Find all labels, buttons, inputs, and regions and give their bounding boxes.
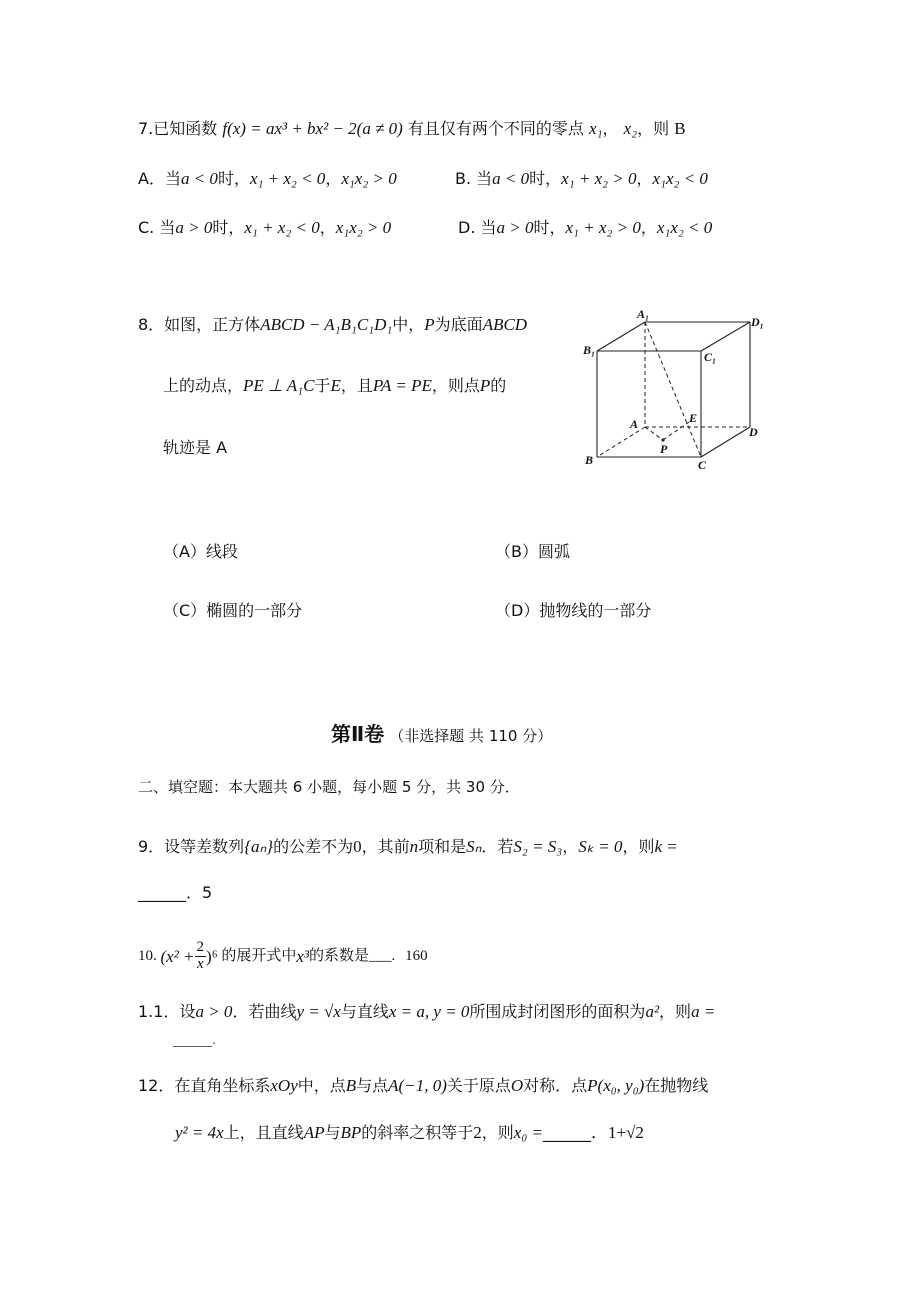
q7-option-a-time: 时， bbox=[217, 169, 250, 188]
q7-option-b-m2: x₁x₂ < 0 bbox=[652, 169, 708, 188]
label-B: B bbox=[585, 453, 594, 467]
q10-fraction bbox=[195, 940, 207, 973]
q7-tail: ，则 bbox=[637, 119, 670, 138]
q9-answer: ．5 bbox=[186, 883, 213, 902]
q10-answer: 160 bbox=[405, 947, 428, 964]
q7-option-c-time: 时， bbox=[212, 218, 245, 237]
edge-B1-A1 bbox=[597, 322, 645, 351]
q8-option-d: （D）抛物线的一部分 bbox=[495, 601, 652, 620]
q12-f: 在抛物线 bbox=[644, 1076, 709, 1095]
q7-option-b-m1: x₁ + x₂ > 0 bbox=[561, 169, 637, 188]
q8-line1-p: P bbox=[424, 315, 435, 334]
q10-expr-b: )⁶ bbox=[206, 946, 218, 966]
q7-option-a-m2: x₁x₂ > 0 bbox=[341, 169, 397, 188]
q8-option-a: （A）线段 bbox=[163, 542, 238, 561]
q7-option-a-label: A．当 bbox=[138, 169, 181, 188]
q8-line2-perp: PE ⊥ A₁C bbox=[243, 376, 315, 395]
q8-line3: 轨迹是 A bbox=[163, 438, 228, 457]
q8-line2 bbox=[163, 377, 506, 394]
q7-x1: x₁ bbox=[589, 119, 603, 138]
q11-b: ．若曲线 bbox=[232, 1002, 297, 1021]
q7-option-a-cond: a < 0 bbox=[180, 169, 218, 188]
q12-two: 2 bbox=[473, 1123, 482, 1142]
q7-option-d-cond: a > 0 bbox=[496, 218, 534, 237]
q11-e: ，则 bbox=[659, 1002, 692, 1021]
q12-answer: ．1+√2 bbox=[590, 1123, 644, 1142]
edge-C-D bbox=[701, 427, 750, 457]
q7-function: f(x) = ax³ + bx² − 2(a ≠ 0) bbox=[222, 119, 403, 138]
q11-c1: a > 0 bbox=[195, 1002, 233, 1021]
q11-lead: 1.1．设 bbox=[138, 1002, 196, 1021]
q11-line1 bbox=[138, 1003, 715, 1020]
q7-lead: 7.已知函数 bbox=[138, 119, 218, 138]
section-title bbox=[331, 724, 552, 744]
q9-a: 9．设等差数列 bbox=[138, 837, 245, 856]
q12-i: 的斜率之积等于 bbox=[361, 1123, 474, 1142]
q12-x0: x₀ = bbox=[513, 1123, 543, 1142]
q12-c: 与点 bbox=[356, 1076, 389, 1095]
edge-A-B bbox=[597, 427, 645, 457]
q11-line2: ______. bbox=[173, 1033, 217, 1048]
q12-point-p: P(x₀, y₀) bbox=[587, 1076, 645, 1095]
q12-e: 对称．点 bbox=[523, 1076, 588, 1095]
diag-A1-C bbox=[645, 322, 701, 457]
seg-A-P bbox=[645, 427, 663, 440]
q10-x3: x³ bbox=[296, 946, 310, 966]
q7-option-b-cond: a < 0 bbox=[492, 169, 530, 188]
q9-e: ．若 bbox=[481, 837, 514, 856]
q12-origin: O bbox=[510, 1076, 524, 1095]
q8-option-c: （C）椭圆的一部分 bbox=[163, 601, 303, 620]
label-D1: D₁ bbox=[751, 315, 764, 329]
q12-xoy: xOy bbox=[270, 1076, 298, 1095]
q11-curve: y = √x bbox=[296, 1002, 341, 1021]
q12-line1 bbox=[138, 1077, 708, 1094]
q9-n: n bbox=[409, 837, 419, 856]
q9-b: 的公差不为 bbox=[273, 837, 354, 856]
q12-point-a: A(−1, 0) bbox=[388, 1076, 447, 1095]
q8-option-b: （B）圆弧 bbox=[495, 542, 570, 561]
q12-j: ，则 bbox=[481, 1123, 514, 1142]
q8-line2-d: ，则点 bbox=[431, 376, 480, 395]
q7-option-c-cond: a > 0 bbox=[175, 218, 213, 237]
q10-line bbox=[138, 940, 428, 973]
q10-expr-a: (x² + bbox=[160, 946, 195, 966]
q11-a2: a² bbox=[645, 1002, 660, 1021]
q7-option-c: C. 当a > 0时，x₁ + x₂ < 0，x₁x₂ > 0 bbox=[138, 218, 392, 237]
q10-mid: 的展开式中 bbox=[221, 947, 297, 964]
q9-blank: ______ bbox=[138, 883, 186, 902]
q11-d: 所围成封闭图形的面积为 bbox=[469, 1002, 646, 1021]
q10-frac-den: x bbox=[196, 955, 204, 972]
q11-lines: x = a, y = 0 bbox=[388, 1002, 470, 1021]
q11-av: a = bbox=[691, 1002, 716, 1021]
q11-c: 与直线 bbox=[340, 1002, 389, 1021]
q7-option-a-m1: x₁ + x₂ < 0 bbox=[249, 169, 326, 188]
q9-line2 bbox=[138, 885, 212, 901]
q7-x2: x₂ bbox=[623, 119, 638, 138]
q8-line1 bbox=[138, 316, 527, 333]
q10-lead: 10. bbox=[138, 947, 157, 964]
q7-option-d-label: D. 当 bbox=[458, 218, 497, 237]
q9-g: ，则 bbox=[622, 837, 655, 856]
q7-option-a: A．当a < 0时，x₁ + x₂ < 0，x₁x₂ > 0 bbox=[138, 169, 397, 188]
q9-seq: {aₙ} bbox=[244, 837, 274, 856]
label-D: D bbox=[749, 425, 758, 439]
q7-sep: ， bbox=[602, 119, 619, 138]
q8-line2-b: 于 bbox=[314, 376, 331, 395]
q12-point-b: B bbox=[345, 1076, 357, 1095]
q7-mid: 有且仅有两个不同的零点 bbox=[407, 119, 584, 138]
q7-option-d-m1: x₁ + x₂ > 0 bbox=[565, 218, 641, 237]
q7-option-b: B. 当a < 0时，x₁ + x₂ > 0，x₁x₂ < 0 bbox=[455, 169, 708, 188]
q9-f: ， bbox=[562, 837, 579, 856]
q7-option-d: D. 当a > 0时，x₁ + x₂ > 0，x₁x₂ < 0 bbox=[458, 218, 713, 237]
q10-frac-num: 2 bbox=[196, 939, 205, 955]
q9-c: ，其前 bbox=[361, 837, 410, 856]
q9-line1 bbox=[138, 838, 678, 855]
q9-m2: Sₖ = 0 bbox=[578, 837, 623, 856]
label-E: E bbox=[689, 411, 698, 425]
label-P: P bbox=[660, 442, 668, 456]
q8-line2-eq: PA = PE bbox=[372, 376, 432, 395]
q9-k: k = bbox=[654, 837, 678, 856]
q8-line1-b: 中， bbox=[392, 315, 425, 334]
q7-stem bbox=[138, 120, 686, 137]
section-title-main: 第Ⅱ卷 bbox=[331, 722, 385, 746]
q9-zero: 0 bbox=[353, 837, 362, 856]
q7-option-c-m2: x₁x₂ > 0 bbox=[335, 218, 392, 237]
q12-blank: ______ bbox=[542, 1123, 591, 1142]
q12-b: 中，点 bbox=[297, 1076, 346, 1095]
section-subtitle: （非选择题 共 110 分） bbox=[389, 727, 553, 745]
q8-line1-a: 8．如图，正方体 bbox=[138, 315, 261, 334]
q9-d: 项和是 bbox=[418, 837, 467, 856]
q12-h: 与 bbox=[324, 1123, 341, 1142]
q8-line2-p: P bbox=[479, 376, 491, 395]
q12-d: 关于原点 bbox=[446, 1076, 511, 1095]
q9-sn: Sₙ bbox=[466, 837, 482, 856]
q12-parabola: y² = 4x bbox=[175, 1123, 224, 1142]
edge-D1-C1 bbox=[701, 322, 750, 351]
q7-option-b-label: B. 当 bbox=[455, 169, 493, 188]
q7-option-c-m1: x₁ + x₂ < 0 bbox=[244, 218, 320, 237]
q8-line2-e2: 的 bbox=[490, 376, 507, 395]
q7-answer: B bbox=[674, 119, 686, 138]
q8-line1-base: ABCD bbox=[482, 315, 528, 334]
q12-line2 bbox=[175, 1124, 644, 1141]
q9-m1: S₂ = S₃ bbox=[513, 837, 563, 856]
q8-line1-c: 为底面 bbox=[434, 315, 483, 334]
q7-option-d-time: 时， bbox=[533, 218, 566, 237]
q12-bp: BP bbox=[340, 1123, 362, 1142]
label-C1: C₁ bbox=[704, 350, 717, 364]
label-C: C bbox=[698, 458, 707, 472]
section-intro: 二、填空题：本大题共 6 小题，每小题 5 分，共 30 分． bbox=[138, 778, 520, 796]
cube-figure bbox=[580, 305, 780, 480]
q7-option-b-time: 时， bbox=[529, 169, 562, 188]
q8-cube-name: ABCD − A₁B₁C₁D₁ bbox=[260, 315, 393, 334]
q10-tail: 的系数是___. bbox=[309, 947, 396, 964]
q12-ap: AP bbox=[303, 1123, 325, 1142]
label-A: A bbox=[630, 417, 639, 431]
q12-a: 12．在直角坐标系 bbox=[138, 1076, 271, 1095]
q8-line2-c: ，且 bbox=[340, 376, 373, 395]
label-A1: A₁ bbox=[637, 307, 650, 321]
q12-g: 上，且直线 bbox=[223, 1123, 304, 1142]
q8-line2-e: E bbox=[330, 376, 341, 395]
q7-option-d-m2: x₁x₂ < 0 bbox=[656, 218, 713, 237]
q7-option-c-label: C. 当 bbox=[138, 218, 176, 237]
q8-line2-a: 上的动点， bbox=[163, 376, 244, 395]
seg-P-E bbox=[663, 422, 689, 440]
label-B1: B₁ bbox=[583, 343, 596, 357]
